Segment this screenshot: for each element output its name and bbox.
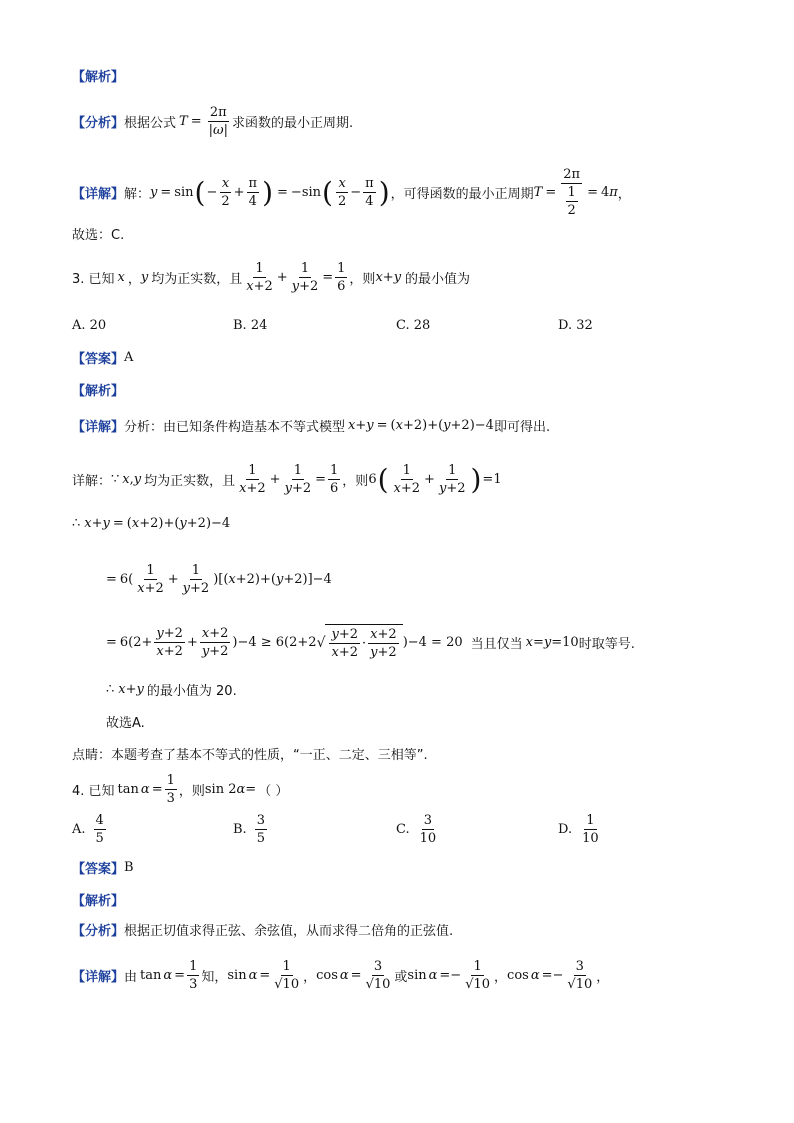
answer-4: 【答案】 B xyxy=(72,860,134,877)
q3-option-a: A. 20 xyxy=(72,318,107,333)
period-result-formula: T = $\frac{2\pi}{\frac{1}{2}}$ = 4 π ， xyxy=(533,167,631,218)
detail-line-1: 【详解】 解： y = sin ( − $\frac{x}{2}$ + $\frac{\pi}{4}$ ) = −sin ( $\frac{x}{2}$ − $\frac{\pi}{4}$ ) ，可得函数的最小正周期 T = $\frac{2\pi}{\frac{1}{2}}$ = 4 π ， xyxy=(72,167,631,218)
section-analysis-header-3: 【解析】 xyxy=(72,384,125,399)
analysis-tag: 【解析】 xyxy=(72,70,125,85)
answer-choice-3: 故选A. xyxy=(106,716,145,731)
analysis-line-1: 【分析】 根据公式 T = $\frac{2\pi}{|\omega|}$ 求函数的最小正周期. xyxy=(72,105,354,138)
q3-option-d: D. 32 xyxy=(558,318,593,333)
section-analysis-header-4: 【解析】 xyxy=(72,894,125,909)
xiangjie-tag: 【详解】 xyxy=(72,187,125,202)
derivation-step-1: ∴ x + y = ( x +2)+( y +2)−4 xyxy=(72,516,231,531)
formula-period-fraction: $\frac{2\pi}{|\omega|}$ xyxy=(208,105,228,138)
formula-period: T xyxy=(179,114,188,129)
q4-option-b: B. $\frac{3}{5}$ xyxy=(233,813,265,846)
detail-analysis-3: 【详解】 分析：由已知条件构造基本不等式模型 x + y = ( x +2)+( y +2)−4 即可得出. xyxy=(72,418,551,435)
q3-option-b: B. 24 xyxy=(233,318,268,333)
section-analysis-header-1 xyxy=(72,66,124,85)
model-formula: x + y = ( x +2)+( y +2)−4 xyxy=(348,418,494,433)
sin-transform-formula: y = sin ( − $\frac{x}{2}$ + $\frac{\pi}{4}$ ) = −sin ( $\frac{x}{2}$ − $\frac{\pi}{4}$ ) xyxy=(150,175,390,209)
detail-line-4: 【详解】 由 tan α = $\frac{1}{3}$ 知， sin α = $\frac{1}{√10}$ ， cos α = $\frac{3}{√10}$ 或 sin α =− $\frac{1}{√10}$ ， cos α =− $\frac{3}{√10}$ ， xyxy=(72,959,610,992)
min-conclusion: ∴ x + y 的最小值为 20. xyxy=(106,682,237,699)
fenxi-text-pre: 根据公式 xyxy=(124,116,177,131)
answer-3: 【答案】 A xyxy=(72,350,134,367)
answer-choice-1: 故选：C. xyxy=(72,228,125,243)
question-4: 4. 已知 tan α = $\frac{1}{3}$ ，则 sin 2 α = （ ） xyxy=(72,773,289,806)
q4-option-c: C. $\frac{3}{10}$ xyxy=(396,813,437,846)
fenxi-tag: 【分析】 xyxy=(72,116,125,131)
question-3: 3. 已知 x ， y 均为正实数，且 $\frac{1}{x+2}$ + $\frac{1}{y+2}$ = $\frac{1}{6}$ ，则 x + y 的最小值为 xyxy=(72,261,471,294)
key-point: 点睛：本题考查了基本不等式的性质，“一正、二定、三相等”. xyxy=(72,748,428,763)
q4-option-a: A. $\frac{4}{5}$ xyxy=(72,813,104,846)
q3-condition-formula: $\frac{1}{x+2}$ + $\frac{1}{y+2}$ = $\frac{1}{6}$ xyxy=(246,261,346,294)
q3-option-c: C. 28 xyxy=(396,318,431,333)
q4-option-d: D. $\frac{1}{10}$ xyxy=(558,813,599,846)
fenxi-text-post: 求函数的最小正周期. xyxy=(232,116,354,131)
derivation-step-3: = 6(2+ $\frac{y+2}{x+2}$ + $\frac{x+2}{y+2}$ )−4 ≥ 6(2+2 √ $\frac{y+2}{x+2}$ · $\frac{x+2}{y+2}$ )−4 = 20 当且仅当 x = y =10 时取等号. xyxy=(106,626,635,660)
sqrt-expression: √ $\frac{y+2}{x+2}$ · $\frac{x+2}{y+2}$ xyxy=(317,624,403,661)
analysis-line-4: 【分析】 根据正切值求得正弦、余弦值，从而求得二倍角的正弦值. xyxy=(72,924,454,939)
derivation-step-2: = 6( $\frac{1}{x+2}$ + $\frac{1}{y+2}$ )[( x +2)+( y +2)]−4 xyxy=(106,563,332,596)
detail-line-3: 详解： ∵ x , y 均为正实数，且 $\frac{1}{x+2}$ + $\frac{1}{y+2}$ = $\frac{1}{6}$ ，则 6 ( $\frac{1}{x+2}$ + $\frac{1}{y+2}$ ) =1 xyxy=(72,462,502,496)
